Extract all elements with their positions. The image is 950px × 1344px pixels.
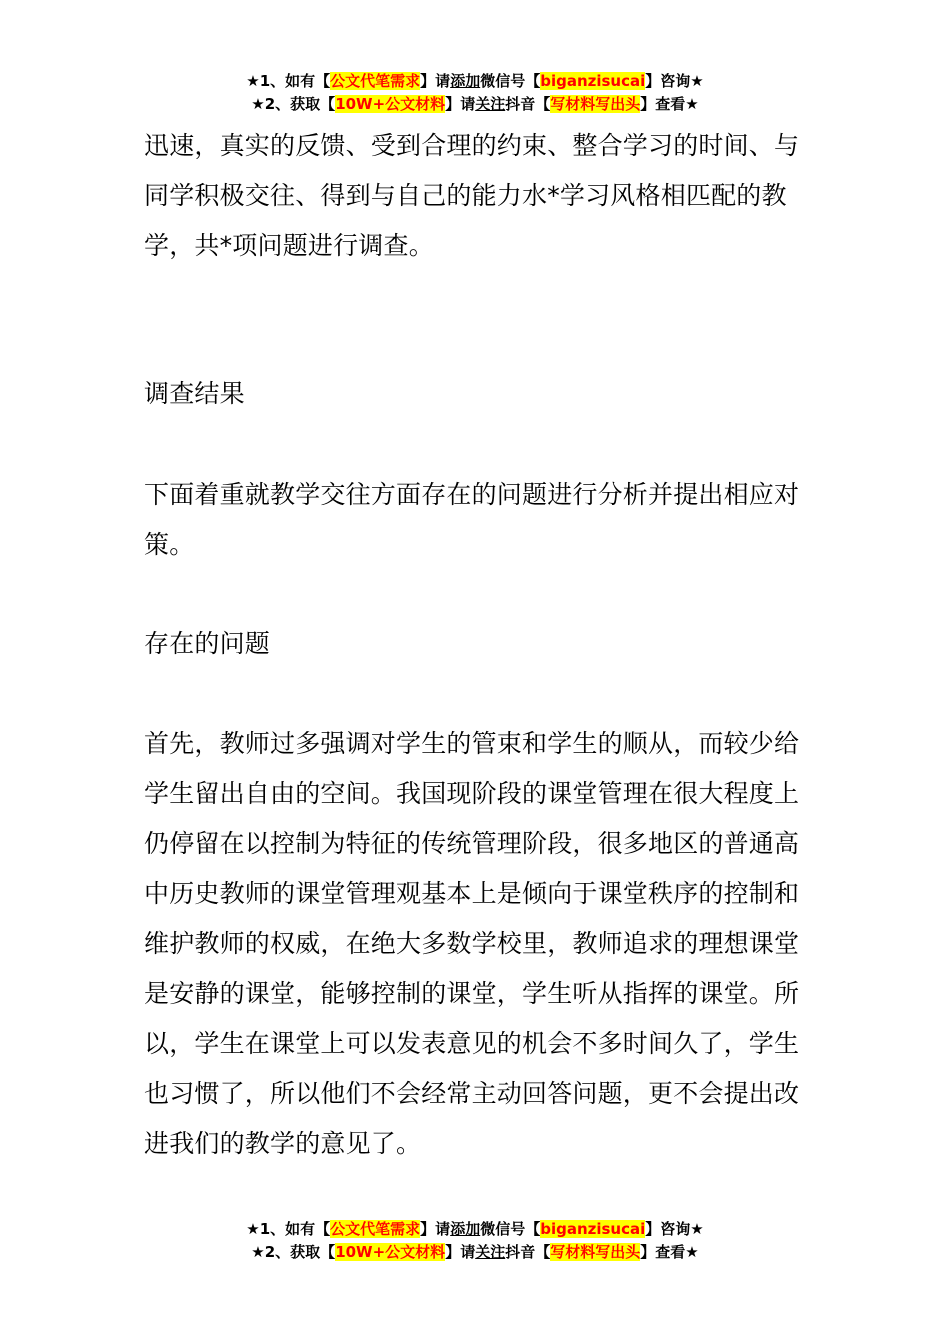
- summary-paragraph: 下面着重就教学交往方面存在的问题进行分析并提出相应对策。: [144, 480, 800, 559]
- promo-highlight: 10W+公文材料: [335, 95, 446, 113]
- problems-heading-block: [144, 619, 810, 669]
- promo-highlight: 10W+公文材料: [335, 1243, 446, 1261]
- promo-highlight: 公文代笔需求: [330, 1220, 421, 1238]
- body-paragraph-block: [144, 719, 810, 1169]
- intro-paragraph: 迅速，真实的反馈、受到合理的约束、整合学习的时间、与同学积极交往、得到与自己的能力水*学习风格相匹配的教学，共*项问题进行调查。: [144, 131, 800, 260]
- promo-line-1: ★1、如有【公文代笔需求】请添加微信号【biganzisucai】咨询★: [246, 72, 704, 90]
- promo-highlight: 公文代笔需求: [330, 72, 421, 90]
- promo-line-2: ★2、获取【10W+公文材料】请关注抖音【写材料写出头】查看★: [251, 95, 699, 113]
- promo-douyin-id: 写材料写出头: [550, 95, 641, 113]
- promo-wechat-id: biganzisucai: [540, 1220, 646, 1238]
- top-promo-banner: [0, 70, 950, 116]
- results-heading-block: [144, 369, 810, 419]
- promo-douyin-id: 写材料写出头: [550, 1243, 641, 1261]
- promo-line-2: ★2、获取【10W+公文材料】请关注抖音【写材料写出头】查看★: [251, 1243, 699, 1261]
- summary-paragraph-block: [144, 470, 810, 570]
- section-heading-results: 调查结果: [144, 379, 245, 408]
- intro-paragraph-block: [144, 121, 810, 271]
- promo-wechat-id: biganzisucai: [540, 72, 646, 90]
- body-paragraph: 首先，教师过多强调对学生的管束和学生的顺从，而较少给学生留出自由的空间。我国现阶段的课堂管理在很大程度上仍停留在以控制为特征的传统管理阶段，很多地区的普通高中历史教师的课堂管理观基本上是倾向于课堂秩序的控制和维护教师的权威，在绝大多数学校里，教师追求的理想课堂是安静的课堂，能够控制的课堂，学生听从指挥的课堂。所以，学生在课堂上可以发表意见的机会不多时间久了，学生也习惯了，所以他们不会经常主动回答问题，更不会提出改进我们的教学的意见了。: [144, 729, 800, 1158]
- bottom-promo-banner: [0, 1218, 950, 1264]
- promo-line-1: ★1、如有【公文代笔需求】请添加微信号【biganzisucai】咨询★: [246, 1220, 704, 1238]
- section-heading-problems: 存在的问题: [144, 629, 271, 658]
